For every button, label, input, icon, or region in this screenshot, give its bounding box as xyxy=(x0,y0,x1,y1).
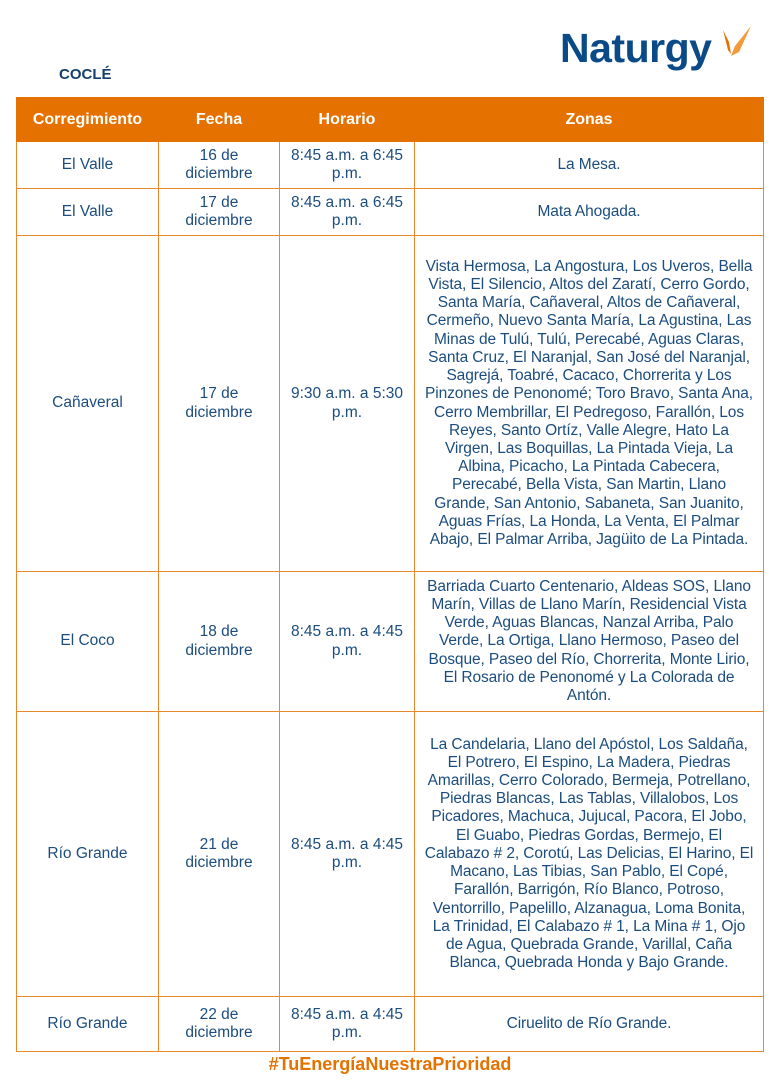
fecha-cell: 17 de diciembre xyxy=(159,189,280,236)
corregimiento-cell: El Valle xyxy=(17,142,159,189)
region-title: COCLÉ xyxy=(59,66,112,83)
zonas-cell: La Mesa. xyxy=(415,142,764,189)
horario-cell: 8:45 a.m. a 4:45 p.m. xyxy=(280,997,415,1052)
corregimiento-cell: Cañaveral xyxy=(17,236,159,572)
table-row xyxy=(17,997,764,1052)
fecha-cell: 16 de diciembre xyxy=(159,142,280,189)
horario-cell: 8:45 a.m. a 4:45 p.m. xyxy=(280,712,415,997)
logo-text: Naturgy xyxy=(560,25,712,71)
horario-cell: 9:30 a.m. a 5:30 p.m. xyxy=(280,236,415,572)
table-row xyxy=(17,236,764,572)
zonas-cell: Vista Hermosa, La Angostura, Los Uveros, Bella Vista, El Silencio, Altos del Zaratí, Cerro Gordo, Santa María, Cañaveral, Altos de Cañaveral, Cermeño, Nuevo Santa María, La Agustina, Las Minas de Tulú, Tulú, Perecabé, Aguas Claras, Santa Cruz, El Naranjal, San José del Naranjal, Sagrejá, Toabré, Cacaco, Chorrerita y Los Pinzones de Penonomé; Toro Bravo, Santa Ana, Cerro Membrillar, El Pedregoso, Farallón, Los Reyes, Santo Ortíz, Valle Alegre, Hato La Virgen, Las Boquillas, La Pintada Vieja, La Albina, Picacho, La Pintada Cabecera, Perecabé, Bella Vista, San Martin, Llano Grande, San Antonio, Sabaneta, San Juanito, Aguas Frías, La Honda, La Venta, El Palmar Abajo, El Palmar Arriba, Jagüito de La Pintada. xyxy=(415,236,764,572)
naturgy-logo xyxy=(560,24,753,72)
table-row xyxy=(17,142,764,189)
horario-cell: 8:45 a.m. a 6:45 p.m. xyxy=(280,142,415,189)
header-zonas: Zonas xyxy=(415,98,764,142)
outage-schedule-table xyxy=(16,97,764,1052)
header-fecha: Fecha xyxy=(159,98,280,142)
corregimiento-cell: Río Grande xyxy=(17,997,159,1052)
butterfly-icon xyxy=(713,24,753,64)
zonas-cell: Barriada Cuarto Centenario, Aldeas SOS, Llano Marín, Villas de Llano Marín, Residencial Vista Verde, Aguas Blancas, Nanzal Arriba, Palo Verde, La Ortiga, Llano Hermoso, Paseo del Bosque, Paseo del Río, Chorrerita, Monte Lirio, El Rosario de Penonomé y La Colorada de Antón. xyxy=(415,572,764,712)
header-corregimiento: Corregimiento xyxy=(17,98,159,142)
table-row xyxy=(17,572,764,712)
table-row xyxy=(17,712,764,997)
zonas-cell: Ciruelito de Río Grande. xyxy=(415,997,764,1052)
zonas-cell: La Candelaria, Llano del Apóstol, Los Saldaña, El Potrero, El Espino, La Madera, Piedras Amarillas, Cerro Colorado, Bermeja, Potrellano, Piedras Blancas, Las Tablas, Villalobos, Los Picadores, Machuca, Jujucal, Pacora, El Jobo, El Guabo, Piedras Gordas, Bermejo, El Calabazo # 2, Corotú, Las Delicias, El Harino, El Macano, Las Tibias, San Pablo, El Copé, Farallón, Barrigón, Río Blanco, Potroso, Ventorrillo, Papelillo, Alzanagua, Loma Bonita, La Trinidad, El Calabazo # 1, La Mina # 1, Ojo de Agua, Quebrada Grande, Varillal, Caña Blanca, Quebrada Honda y Bajo Grande. xyxy=(415,712,764,997)
zonas-cell: Mata Ahogada. xyxy=(415,189,764,236)
fecha-cell: 17 de diciembre xyxy=(159,236,280,572)
fecha-cell: 21 de diciembre xyxy=(159,712,280,997)
table-row xyxy=(17,189,764,236)
fecha-cell: 22 de diciembre xyxy=(159,997,280,1052)
horario-cell: 8:45 a.m. a 4:45 p.m. xyxy=(280,572,415,712)
corregimiento-cell: El Coco xyxy=(17,572,159,712)
hashtag-footer: #TuEnergíaNuestraPrioridad xyxy=(268,1054,512,1074)
corregimiento-cell: El Valle xyxy=(17,189,159,236)
corregimiento-cell: Río Grande xyxy=(17,712,159,997)
horario-cell: 8:45 a.m. a 6:45 p.m. xyxy=(280,189,415,236)
header-horario: Horario xyxy=(280,98,415,142)
fecha-cell: 18 de diciembre xyxy=(159,572,280,712)
table-header-row xyxy=(17,98,764,142)
